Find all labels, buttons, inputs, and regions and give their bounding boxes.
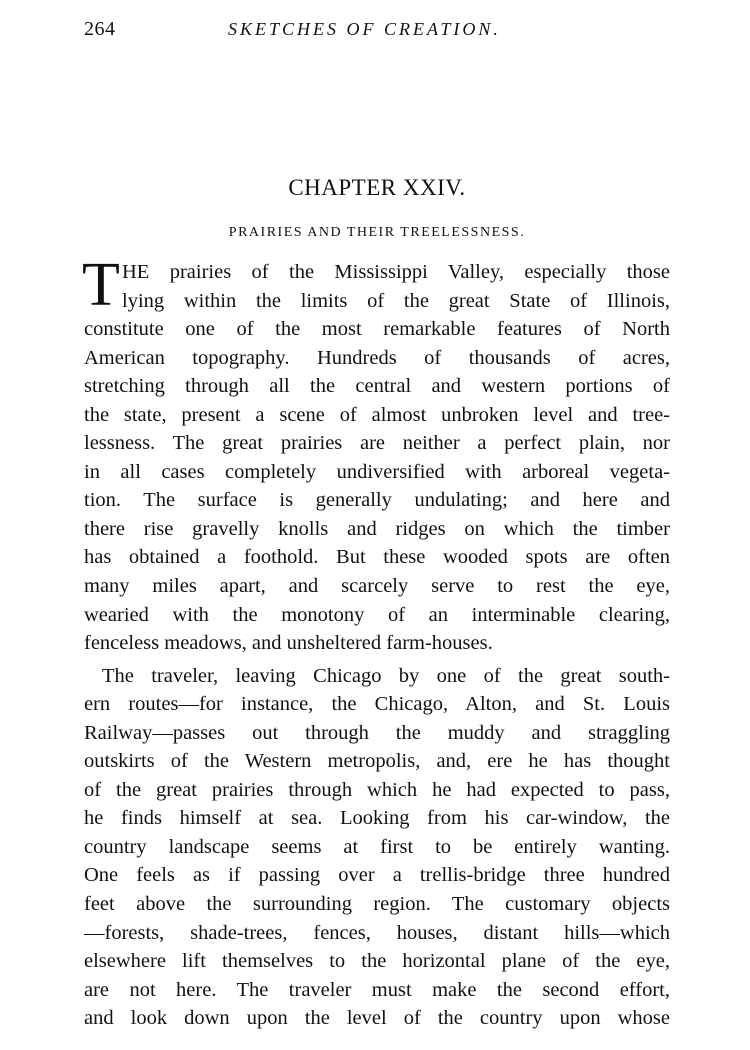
text-line: many miles apart, and scarcely serve to rest the eye, xyxy=(84,575,670,598)
text-line: he finds himself at sea. Looking from his car-window, the xyxy=(84,807,670,830)
text-line: lessness. The great prairies are neither a perfect plain, nor xyxy=(84,432,670,455)
running-title: SKETCHES OF CREATION. xyxy=(228,19,501,39)
body-text xyxy=(84,258,670,1033)
text-line: of the great prairies through which he had expected to pass, xyxy=(84,778,670,801)
paragraph-1 xyxy=(84,258,670,658)
chapter-title: CHAPTER XXIV. xyxy=(288,175,466,200)
text-line: are not here. The traveler must make the second effort, xyxy=(84,978,670,1001)
text-line: fenceless meadows, and unsheltered farm-houses. xyxy=(84,632,493,655)
text-line: stretching through all the central and western portions of xyxy=(84,375,670,398)
text-line: and look down upon the level of the country upon whose xyxy=(84,1007,670,1030)
text-line: constitute one of the most remarkable features of North xyxy=(84,318,670,341)
text-line: in all cases completely undiversified with arboreal vegeta- xyxy=(84,460,670,483)
page-number: 264 xyxy=(84,18,116,40)
text-line: elsewhere lift themselves to the horizontal plane of the eye, xyxy=(84,950,670,973)
running-head xyxy=(84,18,670,48)
text-line: The traveler, leaving Chicago by one of the great south- xyxy=(102,664,670,687)
text-line: country landscape seems at first to be entirely wanting. xyxy=(84,835,670,858)
text-line: wearied with the monotony of an interminable clearing, xyxy=(84,603,670,626)
text-line: lying within the limits of the great State of Illinois, xyxy=(122,289,670,312)
text-line: Railway—passes out through the muddy and straggling xyxy=(84,721,670,744)
text-line: has obtained a foothold. But these wooded spots are often xyxy=(84,546,670,569)
text-line: One feels as if passing over a trellis-bridge three hundred xyxy=(84,864,670,887)
text-line: ern routes—for instance, the Chicago, Alton, and St. Louis xyxy=(84,693,670,716)
text-line: there rise gravelly knolls and ridges on which the timber xyxy=(84,517,670,540)
text-line: feet above the surrounding region. The customary objects xyxy=(84,893,670,916)
text-line: —forests, shade-trees, fences, houses, distant hills—which xyxy=(84,921,670,944)
text-line: American topography. Hundreds of thousands of acres, xyxy=(84,346,670,369)
text-line: outskirts of the Western metropolis, and, ere he has thought xyxy=(84,750,670,773)
drop-cap: T xyxy=(82,251,120,319)
text-line: tion. The surface is generally undulating; and here and xyxy=(84,489,670,512)
text-line: the state, present a scene of almost unbroken level and tree- xyxy=(84,403,670,426)
chapter-subtitle: PRAIRIES AND THEIR TREELESSNESS. xyxy=(228,225,526,240)
paragraph-2 xyxy=(84,662,670,1033)
text-line: HE prairies of the Mississippi Valley, especially those xyxy=(122,261,670,283)
